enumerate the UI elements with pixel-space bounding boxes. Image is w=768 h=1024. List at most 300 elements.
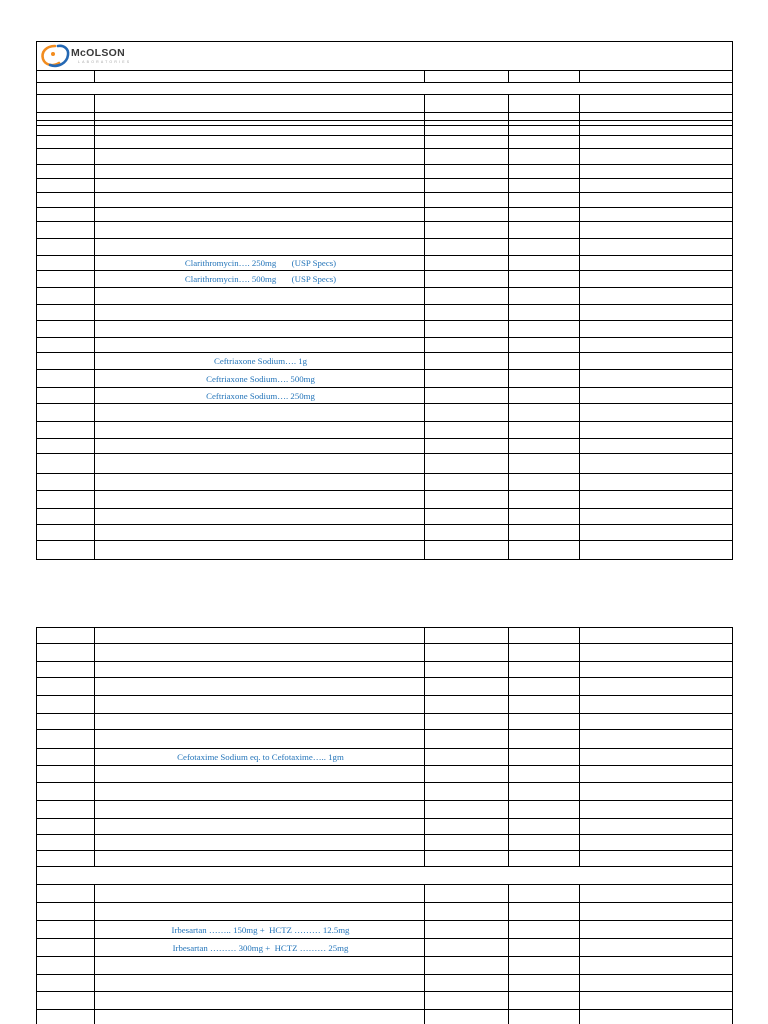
product-cell [94,94,424,112]
sr-no-cell [36,94,94,112]
sr-no-cell [36,956,94,974]
table-row [36,938,733,956]
product-cell [94,490,424,508]
pack-cell [424,643,508,661]
pack-cell [424,902,508,920]
pack-cell [424,304,508,320]
pack-cell [424,369,508,387]
sr-no-cell [36,991,94,1009]
table-row [36,748,733,765]
qty-cell [508,178,579,192]
product-cell [94,524,424,540]
qty-cell [508,661,579,677]
table-row [36,508,733,524]
pack-cell [424,818,508,834]
pack-cell [424,677,508,695]
product-cell [94,713,424,729]
sr-no-cell [36,238,94,255]
sr-no-cell [36,207,94,221]
qty-cell [508,352,579,369]
sr-no-cell [36,818,94,834]
section-cell [36,866,733,884]
table-row [36,974,733,991]
remarks-cell [579,782,733,800]
pack-cell [424,490,508,508]
product-cell [94,800,424,818]
product-cell [94,765,424,782]
sr-no-cell [36,729,94,748]
pack-cell [424,270,508,287]
pack-cell [424,956,508,974]
sr-no-cell [36,70,94,82]
qty-cell [508,991,579,1009]
remarks-cell [579,403,733,421]
logo-wordmark: McOLSON [71,47,126,59]
qty-cell [508,748,579,765]
pack-cell [424,508,508,524]
table-row [36,800,733,818]
qty-cell [508,729,579,748]
remarks-cell [579,938,733,956]
table-row [36,920,733,938]
sr-no-cell [36,270,94,287]
product-cell [94,337,424,352]
remarks-cell [579,473,733,490]
table-row [36,207,733,221]
product-cell [94,991,424,1009]
qty-cell [508,473,579,490]
qty-cell [508,490,579,508]
remarks-cell [579,94,733,112]
sr-no-cell [36,287,94,304]
remarks-cell [579,677,733,695]
product-cell [94,125,424,135]
remarks-cell [579,850,733,866]
qty-cell [508,540,579,560]
product-cell [94,884,424,902]
product-name: Clarithromycin…. 500mg (USP Specs) [94,270,424,287]
pack-cell [424,1009,508,1024]
qty-cell [508,164,579,178]
qty-cell [508,834,579,850]
sr-no-cell [36,713,94,729]
pack-cell [424,627,508,643]
pack-cell [424,713,508,729]
qty-cell [508,713,579,729]
sr-no-cell [36,765,94,782]
table-row [36,765,733,782]
table-row [36,1009,733,1024]
table-row [36,304,733,320]
sr-no-cell [36,387,94,403]
qty-cell [508,884,579,902]
document-header [36,41,733,70]
qty-cell [508,956,579,974]
product-cell [94,135,424,148]
remarks-cell [579,991,733,1009]
sr-no-cell [36,369,94,387]
product-cell [94,834,424,850]
product-cell [94,677,424,695]
pack-cell [424,884,508,902]
table-row [36,695,733,713]
pack-cell [424,974,508,991]
product-cell [94,661,424,677]
remarks-cell [579,884,733,902]
remarks-cell [579,729,733,748]
pack-cell [424,453,508,473]
product-cell [94,782,424,800]
sr-no-cell [36,748,94,765]
qty-cell [508,238,579,255]
product-cell [94,238,424,255]
sr-no-cell [36,473,94,490]
table-row [36,782,733,800]
table-row [36,677,733,695]
table-row [36,387,733,403]
table-row [36,661,733,677]
pack-cell [424,661,508,677]
remarks-cell [579,627,733,643]
product-cell [94,178,424,192]
pack-cell [424,94,508,112]
pack-cell [424,135,508,148]
remarks-cell [579,320,733,337]
table-row [36,850,733,866]
section-row [36,866,733,884]
remarks-cell [579,148,733,164]
qty-cell [508,320,579,337]
remarks-cell [579,902,733,920]
table-row [36,902,733,920]
product-name: Irbesartan ……… 300mg + HCTZ ……… 25mg [94,938,424,956]
qty-cell [508,438,579,453]
remarks-cell [579,421,733,438]
pack-cell [424,337,508,352]
qty-cell [508,148,579,164]
pack-cell [424,112,508,120]
pack-cell [424,238,508,255]
table-row [36,818,733,834]
remarks-cell [579,287,733,304]
company-logo [40,43,132,69]
pack-cell [424,125,508,135]
sr-no-cell [36,524,94,540]
sr-no-cell [36,800,94,818]
sr-no-cell [36,403,94,421]
sr-no-cell [36,540,94,560]
remarks-cell [579,369,733,387]
table-row [36,238,733,255]
product-cell [94,287,424,304]
product-cell [94,164,424,178]
qty-cell [508,192,579,207]
product-cell [94,438,424,453]
table-row [36,164,733,178]
sr-no-cell [36,112,94,120]
pack-cell [424,695,508,713]
table-row [36,473,733,490]
sr-no-cell [36,352,94,369]
table-row [36,884,733,902]
qty-cell [508,304,579,320]
sr-no-cell [36,782,94,800]
product-cell [94,974,424,991]
section-row [36,82,733,94]
mcolson-swirl-icon [40,43,74,69]
table-row [36,729,733,748]
product-cell [94,207,424,221]
table-row [36,540,733,560]
table-row [36,627,733,643]
remarks-cell [579,1009,733,1024]
product-table-2 [36,627,733,1024]
qty-cell [508,221,579,238]
table-row [36,221,733,238]
sr-no-cell [36,920,94,938]
remarks-cell [579,337,733,352]
table-row [36,112,733,120]
remarks-cell [579,304,733,320]
qty-cell [508,255,579,270]
sr-no-cell [36,850,94,866]
pack-cell [424,765,508,782]
pack-cell [424,782,508,800]
remarks-cell [579,255,733,270]
remarks-cell [579,748,733,765]
product-cell [94,221,424,238]
pack-cell [424,729,508,748]
table-row [36,643,733,661]
product-cell [94,956,424,974]
qty-cell [508,70,579,82]
sr-no-cell [36,164,94,178]
remarks-cell [579,713,733,729]
remarks-cell [579,974,733,991]
product-cell [94,902,424,920]
qty-cell [508,627,579,643]
qty-cell [508,207,579,221]
remarks-cell [579,490,733,508]
qty-cell [508,287,579,304]
qty-cell [508,112,579,120]
sr-no-cell [36,938,94,956]
pack-cell [424,421,508,438]
remarks-cell [579,164,733,178]
sr-no-cell [36,192,94,207]
pack-cell [424,524,508,540]
qty-cell [508,125,579,135]
pack-cell [424,387,508,403]
pack-cell [424,255,508,270]
remarks-cell [579,661,733,677]
product-name: Ceftriaxone Sodium…. 1g [94,352,424,369]
remarks-cell [579,125,733,135]
product-table-1 [36,70,733,560]
table-row [36,337,733,352]
qty-cell [508,453,579,473]
remarks-cell [579,800,733,818]
pack-cell [424,540,508,560]
remarks-cell [579,453,733,473]
pack-cell [424,403,508,421]
remarks-cell [579,192,733,207]
pack-cell [424,850,508,866]
qty-cell [508,421,579,438]
remarks-cell [579,438,733,453]
product-name: Clarithromycin…. 250mg (USP Specs) [94,255,424,270]
pack-cell [424,164,508,178]
sr-no-cell [36,974,94,991]
sr-no-cell [36,421,94,438]
product-cell [94,421,424,438]
table-row [36,255,733,270]
product-cell [94,473,424,490]
qty-cell [508,782,579,800]
qty-cell [508,974,579,991]
pack-cell [424,991,508,1009]
sr-no-cell [36,304,94,320]
product-cell [94,320,424,337]
pack-cell [424,192,508,207]
table-row [36,270,733,287]
remarks-cell [579,221,733,238]
table-row [36,125,733,135]
logo-tagline: LABORATORIES [78,60,132,64]
pack-cell [424,800,508,818]
qty-cell [508,135,579,148]
sr-no-cell [36,320,94,337]
table-row [36,956,733,974]
qty-cell [508,1009,579,1024]
table-row [36,438,733,453]
pack-cell [424,938,508,956]
pack-cell [424,920,508,938]
sr-no-cell [36,135,94,148]
table-row [36,352,733,369]
sr-no-cell [36,902,94,920]
qty-cell [508,677,579,695]
sr-no-cell [36,125,94,135]
remarks-cell [579,956,733,974]
pack-cell [424,473,508,490]
pack-cell [424,748,508,765]
pack-cell [424,320,508,337]
pack-cell [424,834,508,850]
qty-cell [508,369,579,387]
remarks-cell [579,834,733,850]
sr-no-cell [36,508,94,524]
sr-no-cell [36,453,94,473]
table-row [36,70,733,82]
product-cell [94,70,424,82]
remarks-cell [579,178,733,192]
qty-cell [508,938,579,956]
qty-cell [508,850,579,866]
qty-cell [508,270,579,287]
product-cell [94,627,424,643]
table-row [36,369,733,387]
qty-cell [508,337,579,352]
qty-cell [508,403,579,421]
product-name: Ceftriaxone Sodium…. 500mg [94,369,424,387]
product-cell [94,304,424,320]
sr-no-cell [36,884,94,902]
remarks-cell [579,524,733,540]
product-cell [94,192,424,207]
pack-cell [424,207,508,221]
product-cell [94,453,424,473]
sr-no-cell [36,643,94,661]
remarks-cell [579,270,733,287]
table-row [36,148,733,164]
product-name: Ceftriaxone Sodium…. 250mg [94,387,424,403]
table-row [36,713,733,729]
remarks-cell [579,765,733,782]
table-row [36,490,733,508]
table-row [36,178,733,192]
product-cell [94,850,424,866]
section-cell [36,82,733,94]
product-name: Irbesartan …….. 150mg + HCTZ ……… 12.5mg [94,920,424,938]
sr-no-cell [36,490,94,508]
pack-cell [424,148,508,164]
sr-no-cell [36,438,94,453]
remarks-cell [579,818,733,834]
product-cell [94,112,424,120]
remarks-cell [579,540,733,560]
table-row [36,287,733,304]
product-cell [94,695,424,713]
table-row [36,192,733,207]
table-row [36,94,733,112]
table-row [36,320,733,337]
sr-no-cell [36,695,94,713]
table-row [36,524,733,540]
product-cell [94,818,424,834]
pack-cell [424,221,508,238]
qty-cell [508,765,579,782]
product-cell [94,148,424,164]
sr-no-cell [36,1009,94,1024]
sr-no-cell [36,834,94,850]
pack-cell [424,287,508,304]
product-cell [94,643,424,661]
remarks-cell [579,70,733,82]
product-cell [94,1009,424,1024]
remarks-cell [579,135,733,148]
product-name: Cefotaxime Sodium eq. to Cefotaxime….. 1gm [94,748,424,765]
qty-cell [508,695,579,713]
table-row [36,403,733,421]
sr-no-cell [36,627,94,643]
qty-cell [508,800,579,818]
table-row [36,421,733,438]
sr-no-cell [36,178,94,192]
remarks-cell [579,207,733,221]
remarks-cell [579,112,733,120]
remarks-cell [579,920,733,938]
remarks-cell [579,387,733,403]
qty-cell [508,902,579,920]
sr-no-cell [36,221,94,238]
remarks-cell [579,508,733,524]
sr-no-cell [36,148,94,164]
qty-cell [508,524,579,540]
sr-no-cell [36,677,94,695]
qty-cell [508,94,579,112]
qty-cell [508,508,579,524]
